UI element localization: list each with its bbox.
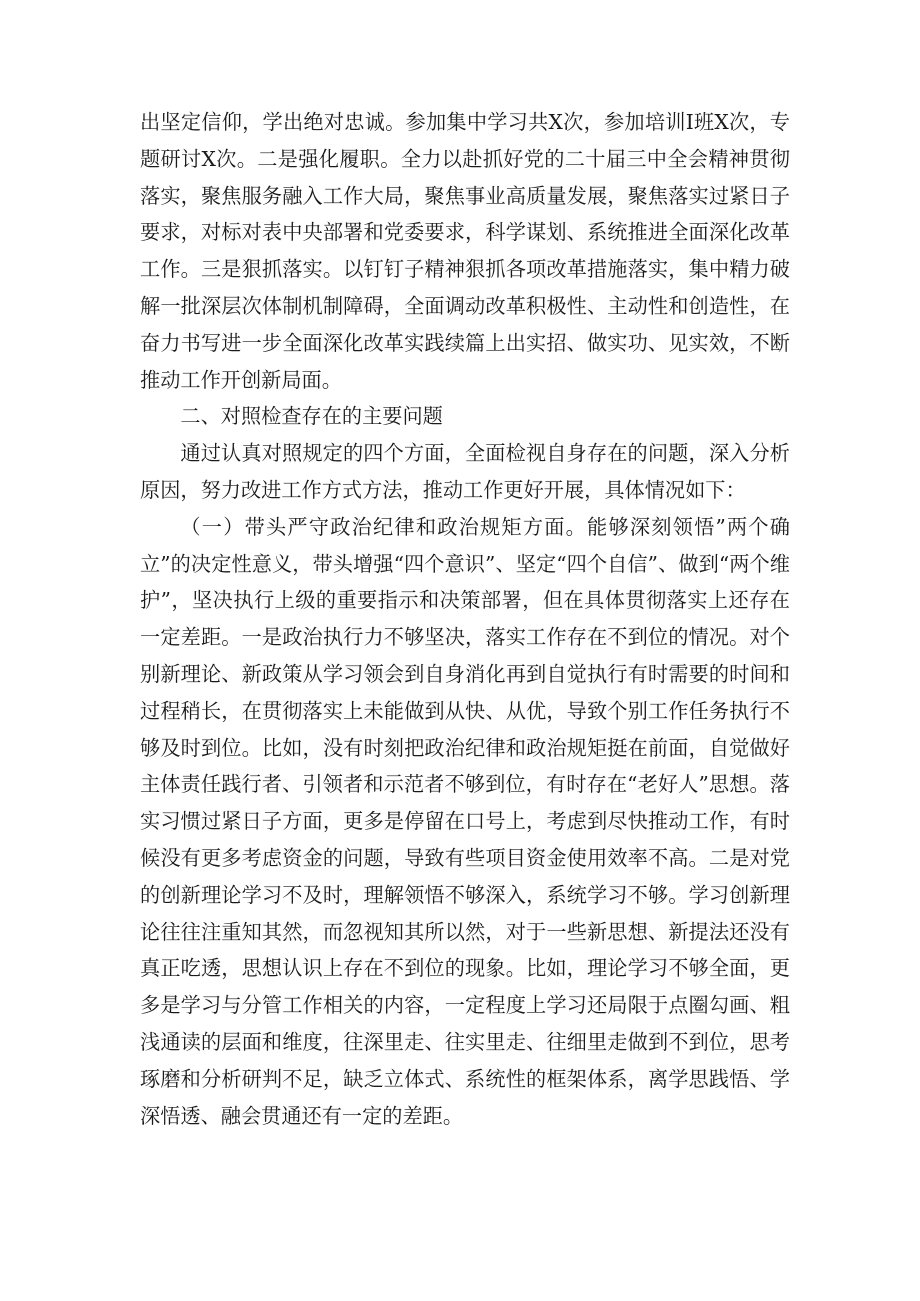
- paragraph-intro: 通过认真对照规定的四个方面，全面检视自身存在的问题，深入分析原因，努力改进工作方式方法，推动工作更好开展，具体情况如下：: [140, 441, 790, 502]
- document-body: [140, 104, 790, 1134]
- paragraph-continuation: 出坚定信仰，学出绝对忠诚。参加集中学习共X次，参加培训I班X次，专题研讨X次。二是强化履职。全力以赴抓好党的二十届三中全会精神贯彻落实，聚焦服务融入工作大局，聚焦事业高质量发展，聚焦落实过紧日子要求，对标对表中央部署和党委要求，科学谋划、系统推进全面深化改革工作。三是狠抓落实。以钉钉子精神狠抓各项改革措施落实，集中精力破解一批深层次体制机制障碍，全面调动改革积极性、主动性和创造性，在奋力书写进一步全面深化改革实践续篇上出实招、做实功、见实效，不断推动工作开创新局面。: [140, 110, 790, 392]
- section-heading: 二、对照检查存在的主要问题: [180, 404, 443, 429]
- paragraph-item-1: （一）带头严守政治纪律和政治规矩方面。能够深刻领悟”两个确立”的决定性意义，带头增强“四个意识”、坚定“四个自信”、做到“两个维护”，坚决执行上级的重要指示和决策部署，但在具体贯彻落实上还存在一定差距。一是政治执行力不够坚决，落实工作存在不到位的情况。对个别新理论、新政策从学习领会到自身消化再到自觉执行有时需要的时间和过程稍长，在贯彻落实上未能做到从快、从优，导致个别工作任务执行不够及时到位。比如，没有时刻把政治纪律和政治规矩挺在前面，自觉做好主体责任践行者、引领者和示范者不够到位，有时存在“老好人”思想。落实习惯过紧日子方面，更多是停留在口号上，考虑到尽快推动工作，有时候没有更多考虑资金的问题，导致有些项目资金使用效率不高。二是对党的创新理论学习不及时，理解领悟不够深入，系统学习不够。学习创新理论往往注重知其然，而忽视知其所以然，对于一些新思想、新提法还没有真正吃透，思想认识上存在不到位的现象。比如，理论学习不够全面，更多是学习与分管工作相关的内容，一定程度上学习还局限于点圈勾画、粗浅通读的层面和维度，往深里走、往实里走、往细里走做到不到位，思考琢磨和分析研判不足，缺乏立体式、系统性的框架体系，离学思践悟、学深悟透、融会贯通还有一定的差距。: [140, 514, 790, 1128]
